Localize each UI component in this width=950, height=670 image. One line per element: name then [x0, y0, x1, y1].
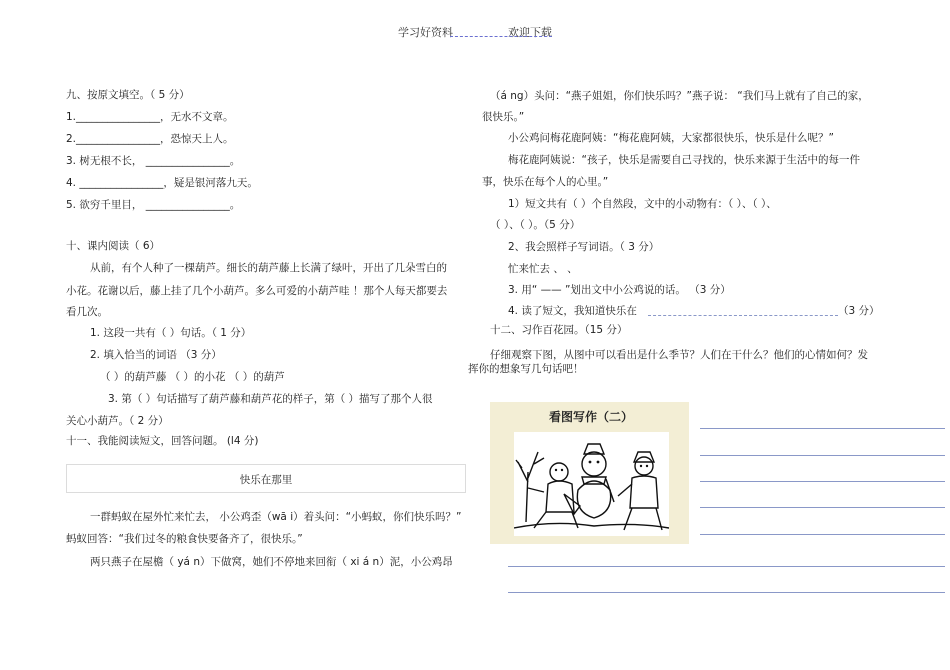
header-right: 欢迎下载 [508, 26, 552, 39]
s11-question-2: 2、我会照样子写词语。（ 3 分） [508, 241, 660, 253]
section-11-title: 十一、我能阅读短文，回答问题。 (l4 分) [66, 435, 259, 447]
story-line-8: 事，快乐在每个人的心里。” [482, 176, 609, 188]
s10-question-2-blanks: （ ）的葫芦藤 （ ）的小花 （ ）的葫芦 [100, 371, 285, 383]
s10-question-3: 3. 第（ ）句话描写了葫芦藤和葫芦花的样子，第（ ）描写了那个人很 [108, 393, 433, 405]
section-10-title: 十、课内阅读（ 6） [66, 240, 161, 252]
writing-line[interactable] [508, 566, 945, 567]
s9-question-1: 1.________________，无水不文章。 [66, 111, 234, 123]
story-title-box [66, 464, 466, 493]
s9-question-5: 5. 欲穷千里目， ________________。 [66, 199, 241, 211]
s11-question-3: 3. 用“ —— ”划出文中小公鸡说的话。 （3 分） [508, 284, 731, 296]
story-line-7: 梅花鹿阿姨说：“孩子，快乐是需要自己寻找的，快乐来源于生活中的每一件 [508, 154, 860, 166]
s11-question-4-score: （3 分） [838, 305, 880, 317]
writing-line[interactable] [700, 481, 945, 482]
s10-passage-line-2: 小花。花谢以后，藤上挂了几个小葫芦。多么可爱的小葫芦哇 ！那个人每天都要去 [66, 285, 448, 297]
s11-question-4: 4. 读了短文，我知道快乐在 [508, 305, 637, 317]
s12-prompt-line-2: 挥你的想象写几句话吧！ [468, 363, 584, 375]
s10-question-2: 2. 填入恰当的词语 （3 分） [90, 349, 222, 361]
s11-question-2-words: 忙来忙去 、 、 [508, 263, 578, 275]
story-line-4: （á ng）头问：“燕子姐姐，你们快乐吗？”燕子说： “我们马上就有了自己的家， [490, 90, 869, 102]
s9-question-4: 4. ________________，疑是银河落九天。 [66, 177, 258, 189]
story-line-3: 两只燕子在屋檐（ yá n）下做窝，她们不停地来回衔（ xi á n）泥，小公鸡昂 [90, 556, 453, 568]
s10-passage-line-1: 从前，有个人种了一棵葫芦。细长的葫芦藤上长满了绿叶，开出了几朵雪白的 [90, 262, 447, 274]
picture-title: 看图写作（二） [549, 410, 634, 424]
writing-line[interactable] [700, 428, 945, 429]
s9-question-2: 2.________________，恐惊天上人。 [66, 133, 234, 145]
story-line-6: 小公鸡问梅花鹿阿姨：“梅花鹿阿姨，大家都很快乐，快乐是什么呢？” [508, 132, 834, 144]
story-line-5: 很快乐。” [482, 111, 525, 123]
writing-line[interactable] [508, 592, 945, 593]
s10-passage-line-3: 看几次。 [66, 306, 108, 318]
s12-prompt-line-1: 仔细观察下图，从图中可以看出是什么季节？人们在干什么？他们的心情如何？发 [490, 349, 868, 361]
section-9-title: 九、按原文填空。（ 5 分） [66, 89, 190, 101]
writing-picture [490, 402, 689, 544]
s11-question-4-blank [648, 315, 838, 316]
s10-question-3-cont: 关心小葫芦。（ 2 分） [66, 415, 169, 427]
section-12-title: 十二、习作百花园。（15 分） [490, 324, 628, 336]
writing-line[interactable] [700, 534, 945, 535]
story-line-2: 蚂蚁回答：“我们过冬的粮食快要备齐了，很快乐。” [66, 533, 303, 545]
header-left: 学习好资料 [398, 26, 453, 39]
writing-line[interactable] [700, 455, 945, 456]
story-line-1: 一群蚂蚁在屋外忙来忙去， 小公鸡歪（wā i）着头问：“小蚂蚁，你们快乐吗？” [90, 511, 462, 523]
s11-question-1-cont: （ ）、（ ）。（5 分） [490, 219, 581, 231]
snowman-illustration [514, 432, 669, 536]
s9-question-3: 3. 树无根不长， ________________。 [66, 155, 241, 167]
writing-line[interactable] [700, 507, 945, 508]
s10-question-1: 1. 这段一共有（ ）句话。（ 1 分） [90, 327, 252, 339]
story-title: 快乐在那里 [239, 474, 293, 486]
s11-question-1: 1）短文共有（ ）个自然段，文中的小动物有：（ ）、（ ）、 [508, 198, 777, 210]
header-divider [450, 36, 552, 37]
